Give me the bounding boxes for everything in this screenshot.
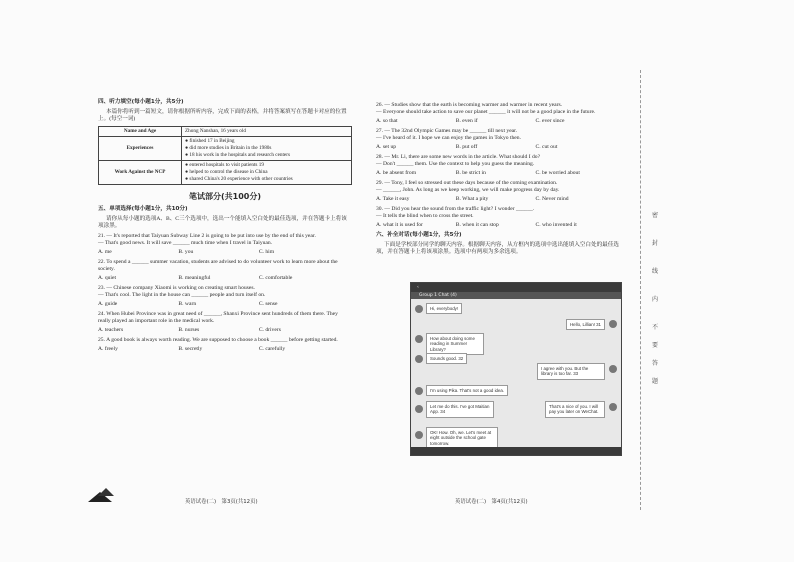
side-mark: 要 [652,342,659,349]
chat-message: I agree with you. But the library is too far. 33 [537,363,605,380]
question-29 [376,180,628,203]
chat-message: Sounds good. 32 [426,353,467,364]
options [98,327,352,334]
side-mark: 线 [652,268,659,275]
table-line: ● 18 his work in the hospitals and research centers [185,152,290,158]
question-text: 22. To spend a ______ summer vacation, students are advised to do volunteer work to learn more about the society. [98,259,338,272]
avatar [415,305,423,313]
mountain-peak-icon [98,488,114,496]
chat-top-bar: ‹ [411,283,621,292]
option-a: A. set up [376,144,397,150]
option-b: B. even if [455,118,478,124]
avatar [415,355,423,363]
option-c: C. ever since [535,118,565,124]
question-30 [376,206,628,229]
option-c: C. cut out [535,144,558,150]
question-text: — Everyone should take action to save our planet ______ it will not be a good place in the future. [376,109,596,115]
option-b: B. nurses [178,327,200,333]
question-24 [98,311,352,334]
option-b: B. secretly [178,346,203,352]
option-a: A. be absent from [376,170,417,176]
section6-title: 六、补全对话(每小题1分，共5分) [376,232,462,238]
question-27 [376,128,628,151]
binding-line [640,70,642,510]
table-cell [182,127,352,137]
option-b: B. meaningful [178,275,211,281]
question-text: 27. — The 32nd Olympic Games may be ______ till next year. [376,128,518,134]
question-text: — That's good news. It will save ______ much time when I travel in Taiyuan. [98,240,273,246]
option-c: C. be worried about [535,170,580,176]
question-text: 26. — Studies show that the earth is becoming warmer and warmer in recent years. [376,102,563,108]
table-row [99,137,352,161]
option-c: C. sense [258,301,278,307]
avatar [415,387,423,395]
option-a: A. quiet [98,275,117,281]
question-text: 21. — It's reported that Taiyuan Subway Line 2 is going to be put into use by the end of this year. [98,233,316,239]
option-c: C. drivers [258,327,281,333]
options [98,301,352,308]
table-line: ● finished 17 in Beijing [185,138,235,144]
options [376,144,628,151]
question-21 [98,233,352,256]
question-28 [376,154,628,177]
option-c: C. comfortable [258,275,293,281]
chat-message: That's a nice of you. I will pay you later on WeChat. [545,401,605,418]
option-c: C. who invented it [535,222,577,228]
question-26 [376,102,628,125]
chat-message: Let me do this. I've got Maitian App. 34 [426,401,494,418]
question-text: — Don't ______ them. Use the context to help you guess the meaning. [376,161,535,167]
question-text: — I've heard of it. I hope we can enjoy the games in Tokyo then. [376,135,521,141]
side-mark: 不 [652,324,659,331]
question-text: 29. — Tony, I feel so stressed out these days because of the coming examination. [376,180,558,186]
option-b: B. put off [455,144,478,150]
page-footer-left: 英语试卷(二) 第3页(共12页) [185,499,258,505]
table-line: Zhong Nanshan, 16 years old [185,128,246,134]
table-header: Experiences [99,137,182,161]
option-a: A. what it is used for [376,222,423,228]
chat-window [410,282,622,456]
options [376,118,628,125]
options [98,275,352,282]
option-b: B. be strict in [455,170,486,176]
written-part-title: 笔试部分(共100分) [188,192,261,201]
question-text: 23. — Chinese company Xiaomi is working on creating smart houses. [98,285,255,291]
option-a: A. freely [98,346,118,352]
option-c: C. carefully [258,346,286,352]
option-a: A. so that [376,118,398,124]
table-header: Work Against the NCP [99,161,182,185]
option-b: B. warn [178,301,197,307]
options [376,222,628,229]
question-text: 24. When Hubei Province was in great need of ______, Shanxi Province sent hundreds of them there. They really played an important role in the medical work. [98,311,338,324]
chat-message: How about doing some reading in Summer Library? [426,333,484,355]
question-text: — ______, John. As long as we keep working, we will make progress day by day. [376,187,560,193]
chat-message: Hi, everybody! [426,303,462,314]
options [98,249,352,256]
option-c: C. Never mind [535,196,569,202]
options [376,196,628,203]
side-mark: 答 [652,360,659,367]
option-a: A. guide [98,301,118,307]
chat-message: OK! How. Oh, we. Let's meet at eight outside the school gate tomorrow. [426,427,498,449]
options [98,346,352,353]
question-23 [98,285,352,308]
table-line: ● entered hospitals to visit patients 19 [185,162,264,168]
side-mark: 密 [652,212,659,219]
options [376,170,628,177]
option-b: B. you [178,249,194,255]
question-text: 25. A good book is always worth reading. We are supposed to choose a book ______ before getting started. [98,337,338,343]
avatar [415,405,423,413]
chat-bottom-bar [411,447,621,455]
table-row [99,127,352,137]
section4-title: 四、听力填空(每小题1分，共5分) [98,99,184,105]
section6-instructions: 下面是学校部分同学的聊天内容。根据聊天内容，从方框内的选项中选出能填入空白处的最佳选项，并在答题卡上将该项涂黑。选项中有两项为多余选项。 [376,242,619,255]
left-column [98,99,352,353]
table-cell [182,161,352,185]
table-header: Name and Age [99,127,182,137]
avatar [415,335,423,343]
option-a: A. teachers [98,327,124,333]
section5-instructions: 请你从每小题的选项A、B、C三个选项中，选出一个能填入空白处的最佳选项，并在答题卡上将该项涂黑。 [98,216,347,229]
table-line: ● shared China's 20 experience with other countries [185,176,293,182]
avatar [415,431,423,439]
chat-message: Hello, Lillian! 31 [566,319,605,330]
listening-table [98,126,352,185]
question-22 [98,259,352,282]
right-column [376,99,628,259]
question-text: — That's cool. The light in the house can ______ people and turn itself on. [98,292,266,298]
table-row [99,161,352,185]
table-line: ● helped to control the disease in China [185,169,268,175]
option-c: C. him [258,249,275,255]
table-cell [182,137,352,161]
side-mark: 内 [652,296,659,303]
avatar [609,403,617,411]
option-a: A. Take it easy [376,196,410,202]
avatar [609,365,617,373]
question-text: 28. — Mr. Li, there are some new words in the article. What should I do? [376,154,541,160]
question-text: 30. — Did you hear the sound from the traffic light? I wonder ______. [376,206,535,212]
section4-instructions: 本篇你将听到一篇短文，请你根据所听内容，完成下面的表格，并将答案填写在答题卡对应的位置上。(每空一词) [98,109,347,122]
side-mark: 封 [652,240,659,247]
option-b: B. What a pity [455,196,489,202]
avatar [609,320,617,328]
question-25 [98,337,352,353]
option-a: A. me [98,249,112,255]
question-text: — It tells the blind when to cross the street. [376,213,474,219]
table-line: ● did more studies in Britain in the 1980s [185,145,272,151]
section5-title: 五、单项选择(每小题1分，共10分) [98,206,188,212]
option-b: B. when it can stop [455,222,499,228]
page-footer-right: 英语试卷(二) 第4页(共12页) [455,499,528,505]
chat-title: Group 1 Chat (4) [411,292,621,299]
chat-message: I'm using Pika. That's not a good idea. [426,385,508,396]
side-mark: 题 [652,378,659,385]
